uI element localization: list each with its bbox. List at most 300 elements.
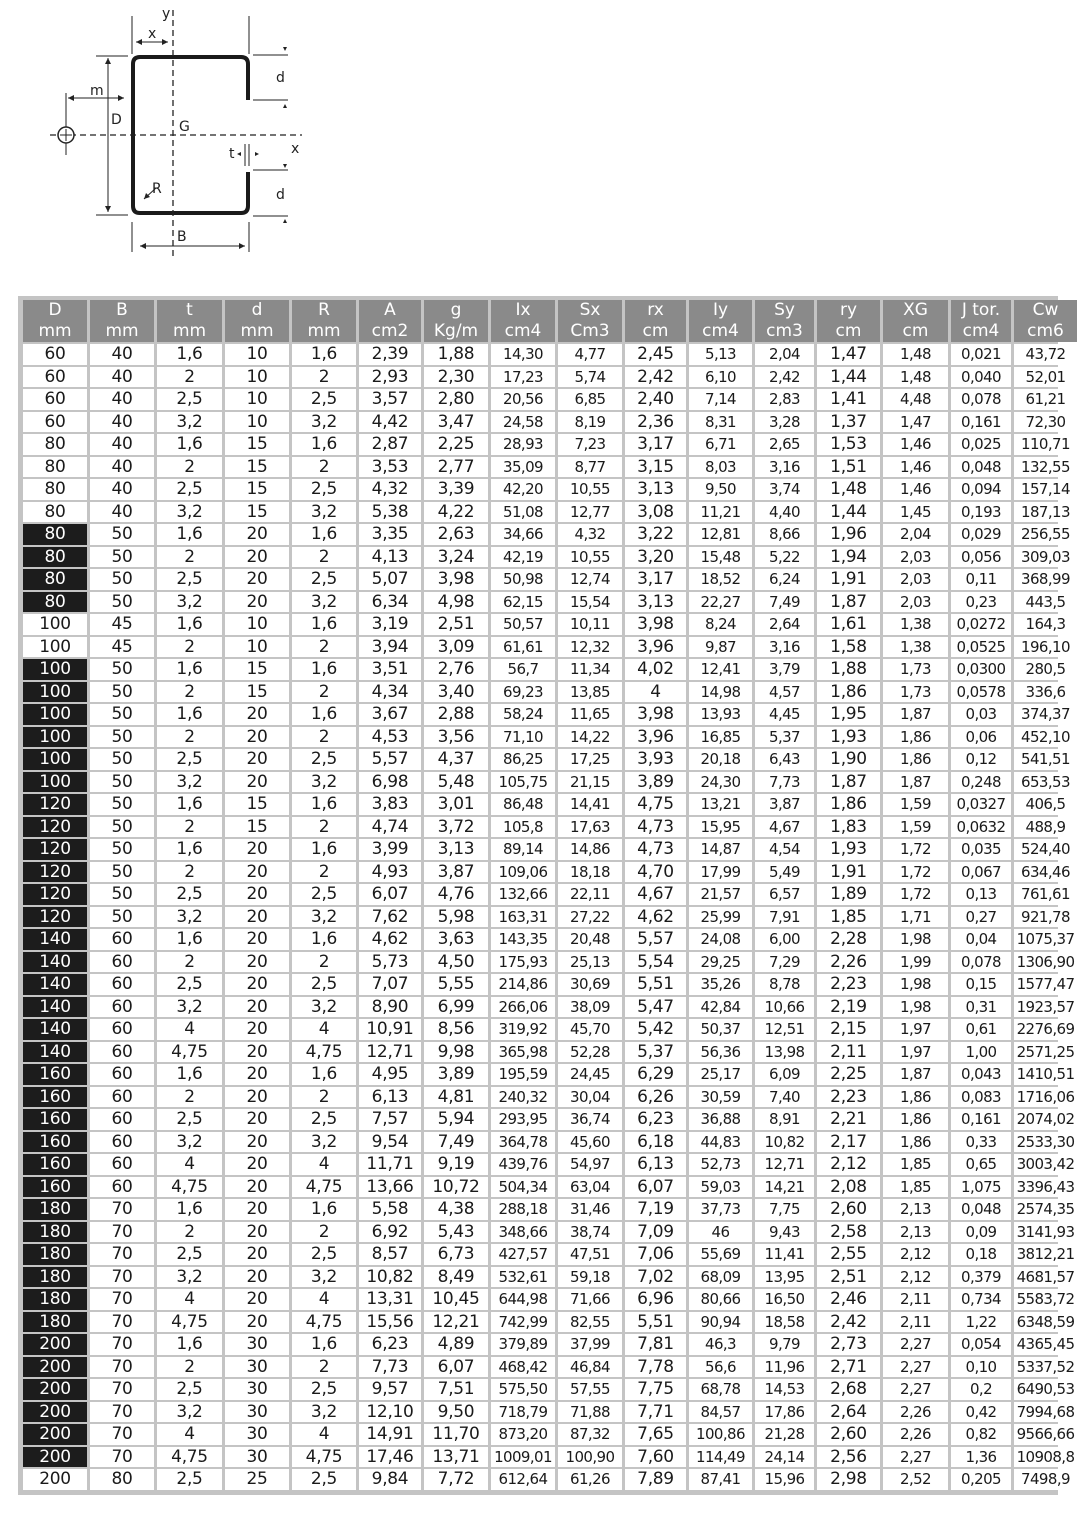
table-cell: 69,23 (491, 682, 555, 703)
table-cell: 3,20 (625, 547, 686, 568)
table-cell: 0,15 (951, 974, 1011, 995)
column-header (689, 300, 752, 342)
table-cell: 20,18 (689, 749, 752, 770)
table-cell: 3,09 (424, 637, 488, 658)
table-cell: 30 (225, 1402, 289, 1423)
table-cell: 10,45 (424, 1289, 488, 1310)
table-cell: 58,24 (491, 704, 555, 725)
table-cell: 7,23 (558, 434, 622, 455)
table-cell: 1,6 (157, 659, 222, 680)
table-cell: 2,04 (755, 344, 814, 365)
table-cell: 60 (23, 412, 87, 433)
column-header-name: rx (647, 300, 664, 320)
table-cell: 50 (90, 682, 154, 703)
table-cell: 80 (23, 434, 87, 455)
column-header-name: ry (839, 300, 858, 320)
table-cell: 4 (625, 682, 686, 703)
table-cell: 24,14 (755, 1447, 814, 1468)
table-cell: 100,86 (689, 1424, 752, 1445)
table-cell: 60 (23, 367, 87, 388)
table-cell: 10 (225, 389, 289, 410)
table-cell: 4,32 (359, 479, 421, 500)
table-cell: 7,06 (625, 1244, 686, 1265)
table-cell: 8,66 (755, 524, 814, 545)
table-cell: 12,71 (755, 1154, 814, 1175)
table-row (23, 1402, 1077, 1423)
table-cell: 5,22 (755, 547, 814, 568)
table-cell: 1,90 (817, 749, 880, 770)
table-cell: 2,5 (292, 974, 356, 995)
table-cell: 2,11 (817, 1042, 880, 1063)
table-cell: 2 (157, 682, 222, 703)
table-cell: 1,97 (883, 1042, 948, 1063)
column-header-unit: mm (240, 321, 274, 341)
table-cell: 140 (23, 974, 87, 995)
table-cell: 61,61 (491, 637, 555, 658)
table-cell: 4681,57 (1014, 1267, 1077, 1288)
table-cell: 1,6 (292, 929, 356, 950)
table-cell: 187,13 (1014, 502, 1077, 523)
table-cell: 60 (90, 1064, 154, 1085)
table-row (23, 1424, 1077, 1445)
table-cell: 5,37 (625, 1042, 686, 1063)
column-header (225, 300, 289, 342)
table-cell: 6,99 (424, 997, 488, 1018)
table-row (23, 389, 1077, 410)
table-cell: 56,36 (689, 1042, 752, 1063)
table-cell: 2,45 (625, 344, 686, 365)
table-cell: 0,13 (951, 884, 1011, 905)
table-cell: 1,59 (883, 794, 948, 815)
table-cell: 6,07 (625, 1177, 686, 1198)
column-header-name: g (450, 300, 462, 320)
table-cell: 1716,06 (1014, 1087, 1077, 1108)
table-row (23, 952, 1077, 973)
table-cell: 1,48 (883, 344, 948, 365)
table-cell: 40 (90, 412, 154, 433)
column-header-unit: mm (38, 321, 72, 341)
table-cell: 12,71 (359, 1042, 421, 1063)
table-cell: 7,75 (625, 1379, 686, 1400)
table-cell: 15,96 (755, 1469, 814, 1490)
table-row (23, 1357, 1077, 1378)
table-cell: 2,25 (424, 434, 488, 455)
table-cell: 10,82 (755, 1132, 814, 1153)
table-cell: 50 (90, 659, 154, 680)
table-cell: 38,74 (558, 1222, 622, 1243)
table-cell: 2,40 (625, 389, 686, 410)
table-cell: 2,12 (883, 1267, 948, 1288)
table-row (23, 727, 1077, 748)
label-B: B (177, 229, 187, 245)
table-cell: 42,19 (491, 547, 555, 568)
table-cell: 2,5 (157, 389, 222, 410)
table-cell: 266,06 (491, 997, 555, 1018)
table-cell: 70 (90, 1424, 154, 1445)
table-cell: 2,30 (424, 367, 488, 388)
table-cell: 1,44 (817, 367, 880, 388)
table-cell: 62,15 (491, 592, 555, 613)
table-cell: 196,10 (1014, 637, 1077, 658)
table-cell: 0,10 (951, 1357, 1011, 1378)
table-cell: 8,03 (689, 457, 752, 478)
table-cell: 8,56 (424, 1019, 488, 1040)
table-cell: 1,37 (817, 412, 880, 433)
table-cell: 60 (90, 1177, 154, 1198)
table-cell: 50 (90, 704, 154, 725)
table-cell: 4,48 (883, 389, 948, 410)
table-cell: 2,27 (883, 1334, 948, 1355)
table-cell: 9,50 (689, 479, 752, 500)
table-cell: 10,66 (755, 997, 814, 1018)
table-cell: 36,74 (558, 1109, 622, 1130)
table-cell: 70 (90, 1289, 154, 1310)
table-cell: 22,11 (558, 884, 622, 905)
table-cell: 2,5 (292, 749, 356, 770)
table-cell: 100 (23, 727, 87, 748)
table-cell: 0,31 (951, 997, 1011, 1018)
table-cell: 71,10 (491, 727, 555, 748)
table-cell: 2,11 (883, 1289, 948, 1310)
table-cell: 1,6 (157, 434, 222, 455)
table-cell: 14,53 (755, 1379, 814, 1400)
table-cell: 4,95 (359, 1064, 421, 1085)
table-cell: 57,55 (558, 1379, 622, 1400)
table-cell: 1,51 (817, 457, 880, 478)
column-header-name: Sx (579, 300, 601, 320)
table-cell: 180 (23, 1222, 87, 1243)
table-cell: 2 (292, 367, 356, 388)
label-D: D (111, 112, 122, 128)
table-cell: 612,64 (491, 1469, 555, 1490)
table-body (23, 344, 1077, 1490)
table-cell: 160 (23, 1064, 87, 1085)
table-cell: 3,13 (625, 479, 686, 500)
table-cell: 921,78 (1014, 907, 1077, 928)
table-cell: 1,46 (883, 457, 948, 478)
table-cell: 120 (23, 884, 87, 905)
table-cell: 11,34 (558, 659, 622, 680)
table-cell: 4,38 (424, 1199, 488, 1220)
table-cell: 1,6 (157, 344, 222, 365)
table-cell: 12,77 (558, 502, 622, 523)
table-cell: 5,13 (689, 344, 752, 365)
column-header (491, 300, 555, 342)
table-cell: 8,31 (689, 412, 752, 433)
table-cell: 50 (90, 569, 154, 590)
label-R: R (152, 181, 162, 197)
table-cell: 0,42 (951, 1402, 1011, 1423)
table-cell: 17,23 (491, 367, 555, 388)
table-cell: 2 (157, 817, 222, 838)
table-cell: 29,25 (689, 952, 752, 973)
table-cell: 293,95 (491, 1109, 555, 1130)
table-cell: 195,59 (491, 1064, 555, 1085)
table-cell: 3,13 (625, 592, 686, 613)
table-cell: 20,56 (491, 389, 555, 410)
table-cell: 240,32 (491, 1087, 555, 1108)
table-cell: 20 (225, 1087, 289, 1108)
table-cell: 2,03 (883, 569, 948, 590)
table-cell: 348,66 (491, 1222, 555, 1243)
table-cell: 100 (23, 659, 87, 680)
column-header-name: XG (903, 300, 928, 320)
table-cell: 38,09 (558, 997, 622, 1018)
table-cell: 2 (292, 727, 356, 748)
table-cell: 1,38 (883, 614, 948, 635)
table-cell: 1,6 (157, 929, 222, 950)
table-cell: 2,51 (817, 1267, 880, 1288)
table-cell: 1,6 (157, 614, 222, 635)
table-cell: 40 (90, 389, 154, 410)
table-cell: 140 (23, 1042, 87, 1063)
column-header (1014, 300, 1077, 342)
table-cell: 20 (225, 727, 289, 748)
table-cell: 3,99 (359, 839, 421, 860)
table-cell: 11,71 (359, 1154, 421, 1175)
column-header (755, 300, 814, 342)
table-cell: 3,08 (625, 502, 686, 523)
table-cell: 120 (23, 839, 87, 860)
table-cell: 4,57 (755, 682, 814, 703)
table-cell: 0,021 (951, 344, 1011, 365)
table-cell: 50 (90, 524, 154, 545)
table-cell: 50,37 (689, 1019, 752, 1040)
table-cell: 25,99 (689, 907, 752, 928)
table-cell: 644,98 (491, 1289, 555, 1310)
table-cell: 7,71 (625, 1402, 686, 1423)
table-cell: 2 (292, 682, 356, 703)
table-cell: 86,25 (491, 749, 555, 770)
table-cell: 20 (225, 974, 289, 995)
table-cell: 653,53 (1014, 772, 1077, 793)
table-cell: 2,42 (755, 367, 814, 388)
table-cell: 114,49 (689, 1447, 752, 1468)
table-cell: 2,98 (817, 1469, 880, 1490)
column-header-name: D (48, 300, 62, 320)
table-cell: 2 (157, 1222, 222, 1243)
table-cell: 1410,51 (1014, 1064, 1077, 1085)
table-cell: 14,98 (689, 682, 752, 703)
table-cell: 2,5 (157, 1469, 222, 1490)
table-cell: 109,06 (491, 862, 555, 883)
table-cell: 12,74 (558, 569, 622, 590)
table-cell: 0,18 (951, 1244, 1011, 1265)
table-cell: 2,5 (292, 1109, 356, 1130)
table-cell: 0,161 (951, 1109, 1011, 1130)
table-cell: 1,44 (817, 502, 880, 523)
table-row (23, 569, 1077, 590)
table-cell: 30,04 (558, 1087, 622, 1108)
table-cell: 140 (23, 1019, 87, 1040)
table-cell: 21,57 (689, 884, 752, 905)
table-cell: 42,20 (491, 479, 555, 500)
table-cell: 1,47 (883, 412, 948, 433)
table-cell: 2,83 (755, 389, 814, 410)
table-cell: 2,27 (883, 1447, 948, 1468)
table-cell: 80 (23, 547, 87, 568)
table-cell: 4365,45 (1014, 1334, 1077, 1355)
table-cell: 3,53 (359, 457, 421, 478)
table-cell: 2,5 (292, 389, 356, 410)
table-cell: 7,51 (424, 1379, 488, 1400)
table-cell: 60 (90, 1042, 154, 1063)
table-cell: 1,96 (817, 524, 880, 545)
table-cell: 1,83 (817, 817, 880, 838)
table-cell: 5583,72 (1014, 1289, 1077, 1310)
table-cell: 4,62 (625, 907, 686, 928)
table-cell: 3,2 (157, 1267, 222, 1288)
table-row (23, 1064, 1077, 1085)
table-row (23, 817, 1077, 838)
table-cell: 452,10 (1014, 727, 1077, 748)
table-cell: 70 (90, 1334, 154, 1355)
table-cell: 634,46 (1014, 862, 1077, 883)
table-cell: 15 (225, 682, 289, 703)
table-cell: 2,63 (424, 524, 488, 545)
column-header-unit: mm (307, 321, 341, 341)
table-cell: 0,025 (951, 434, 1011, 455)
table-cell: 1,6 (292, 524, 356, 545)
table-row (23, 434, 1077, 455)
table-cell: 200 (23, 1424, 87, 1445)
table-cell: 20 (225, 1109, 289, 1130)
table-cell: 6,24 (755, 569, 814, 590)
table-cell: 2,42 (817, 1312, 880, 1333)
column-header-name: Cw (1032, 300, 1059, 320)
table-cell: 27,22 (558, 907, 622, 928)
table-cell: 3,93 (625, 749, 686, 770)
table-cell: 761,61 (1014, 884, 1077, 905)
table-cell: 2,19 (817, 997, 880, 1018)
table-cell: 6,34 (359, 592, 421, 613)
table-cell: 742,99 (491, 1312, 555, 1333)
table-cell: 2,65 (755, 434, 814, 455)
table-cell: 15 (225, 502, 289, 523)
table-cell: 3,2 (292, 772, 356, 793)
table-row (23, 907, 1077, 928)
table-cell: 2,28 (817, 929, 880, 950)
table-cell: 70 (90, 1357, 154, 1378)
section-properties-table (20, 298, 1080, 1492)
table-cell: 309,03 (1014, 547, 1077, 568)
table-cell: 14,87 (689, 839, 752, 860)
table-cell: 15 (225, 659, 289, 680)
table-cell: 200 (23, 1402, 87, 1423)
table-cell: 56,6 (689, 1357, 752, 1378)
table-cell: 120 (23, 907, 87, 928)
table-cell: 36,88 (689, 1109, 752, 1130)
table-cell: 180 (23, 1199, 87, 1220)
table-cell: 4 (157, 1289, 222, 1310)
table-cell: 1,00 (951, 1042, 1011, 1063)
table-cell: 86,48 (491, 794, 555, 815)
table-cell: 1,41 (817, 389, 880, 410)
column-header-unit: Cm3 (570, 321, 610, 341)
table-cell: 50 (90, 547, 154, 568)
table-cell: 0,0272 (951, 614, 1011, 635)
table-cell: 100 (23, 704, 87, 725)
table-cell: 2,93 (359, 367, 421, 388)
table-cell: 25,17 (689, 1064, 752, 1085)
table-cell: 6,73 (424, 1244, 488, 1265)
table-cell: 5,42 (625, 1019, 686, 1040)
table-cell: 4,34 (359, 682, 421, 703)
table-cell: 4,70 (625, 862, 686, 883)
table-cell: 1,58 (817, 637, 880, 658)
column-header (883, 300, 948, 342)
table-row (23, 367, 1077, 388)
table-row (23, 1109, 1077, 1130)
table-cell: 13,98 (755, 1042, 814, 1063)
table-cell: 2 (292, 1357, 356, 1378)
table-cell: 0,0632 (951, 817, 1011, 838)
table-row (23, 592, 1077, 613)
column-header-name: t (186, 300, 193, 320)
table-cell: 100,90 (558, 1447, 622, 1468)
table-cell: 3,47 (424, 412, 488, 433)
table-cell: 8,91 (755, 1109, 814, 1130)
table-cell: 15,56 (359, 1312, 421, 1333)
table-cell: 0,04 (951, 929, 1011, 950)
column-header-unit: cm3 (766, 321, 803, 341)
table-cell: 2533,30 (1014, 1132, 1077, 1153)
table-row (23, 457, 1077, 478)
table-cell: 4,37 (424, 749, 488, 770)
table-cell: 2,04 (883, 524, 948, 545)
table-cell: 1,89 (817, 884, 880, 905)
table-cell: 46 (689, 1222, 752, 1243)
table-cell: 0,12 (951, 749, 1011, 770)
table-cell: 3,2 (157, 1402, 222, 1423)
table-cell: 21,15 (558, 772, 622, 793)
table-cell: 256,55 (1014, 524, 1077, 545)
table-cell: 30 (225, 1424, 289, 1445)
table-cell: 87,41 (689, 1469, 752, 1490)
table-cell: 46,3 (689, 1334, 752, 1355)
table-cell: 3,2 (157, 412, 222, 433)
table-cell: 6,07 (359, 884, 421, 905)
table-cell: 18,18 (558, 862, 622, 883)
table-cell: 4,40 (755, 502, 814, 523)
table-cell: 1,6 (157, 1064, 222, 1085)
table-cell: 2,5 (157, 1379, 222, 1400)
table-cell: 406,5 (1014, 794, 1077, 815)
table-cell: 0,056 (951, 547, 1011, 568)
table-cell: 1,59 (883, 817, 948, 838)
table-cell: 1,075 (951, 1177, 1011, 1198)
table-row (23, 794, 1077, 815)
table-cell: 7,19 (625, 1199, 686, 1220)
table-cell: 9,54 (359, 1132, 421, 1153)
table-cell: 1,46 (883, 434, 948, 455)
table-cell: 2,64 (755, 614, 814, 635)
table-cell: 60 (90, 1132, 154, 1153)
table-cell: 6,13 (625, 1154, 686, 1175)
table-cell: 0,048 (951, 457, 1011, 478)
table-cell: 6,23 (625, 1109, 686, 1130)
table-cell: 3,28 (755, 412, 814, 433)
table-cell: 443,5 (1014, 592, 1077, 613)
table-cell: 4,32 (558, 524, 622, 545)
table-cell: 1,73 (883, 659, 948, 680)
table-cell: 3,35 (359, 524, 421, 545)
table-cell: 70 (90, 1447, 154, 1468)
table-cell: 2,55 (817, 1244, 880, 1265)
table-cell: 4,75 (157, 1042, 222, 1063)
table-cell: 2,52 (883, 1469, 948, 1490)
table-cell: 143,35 (491, 929, 555, 950)
